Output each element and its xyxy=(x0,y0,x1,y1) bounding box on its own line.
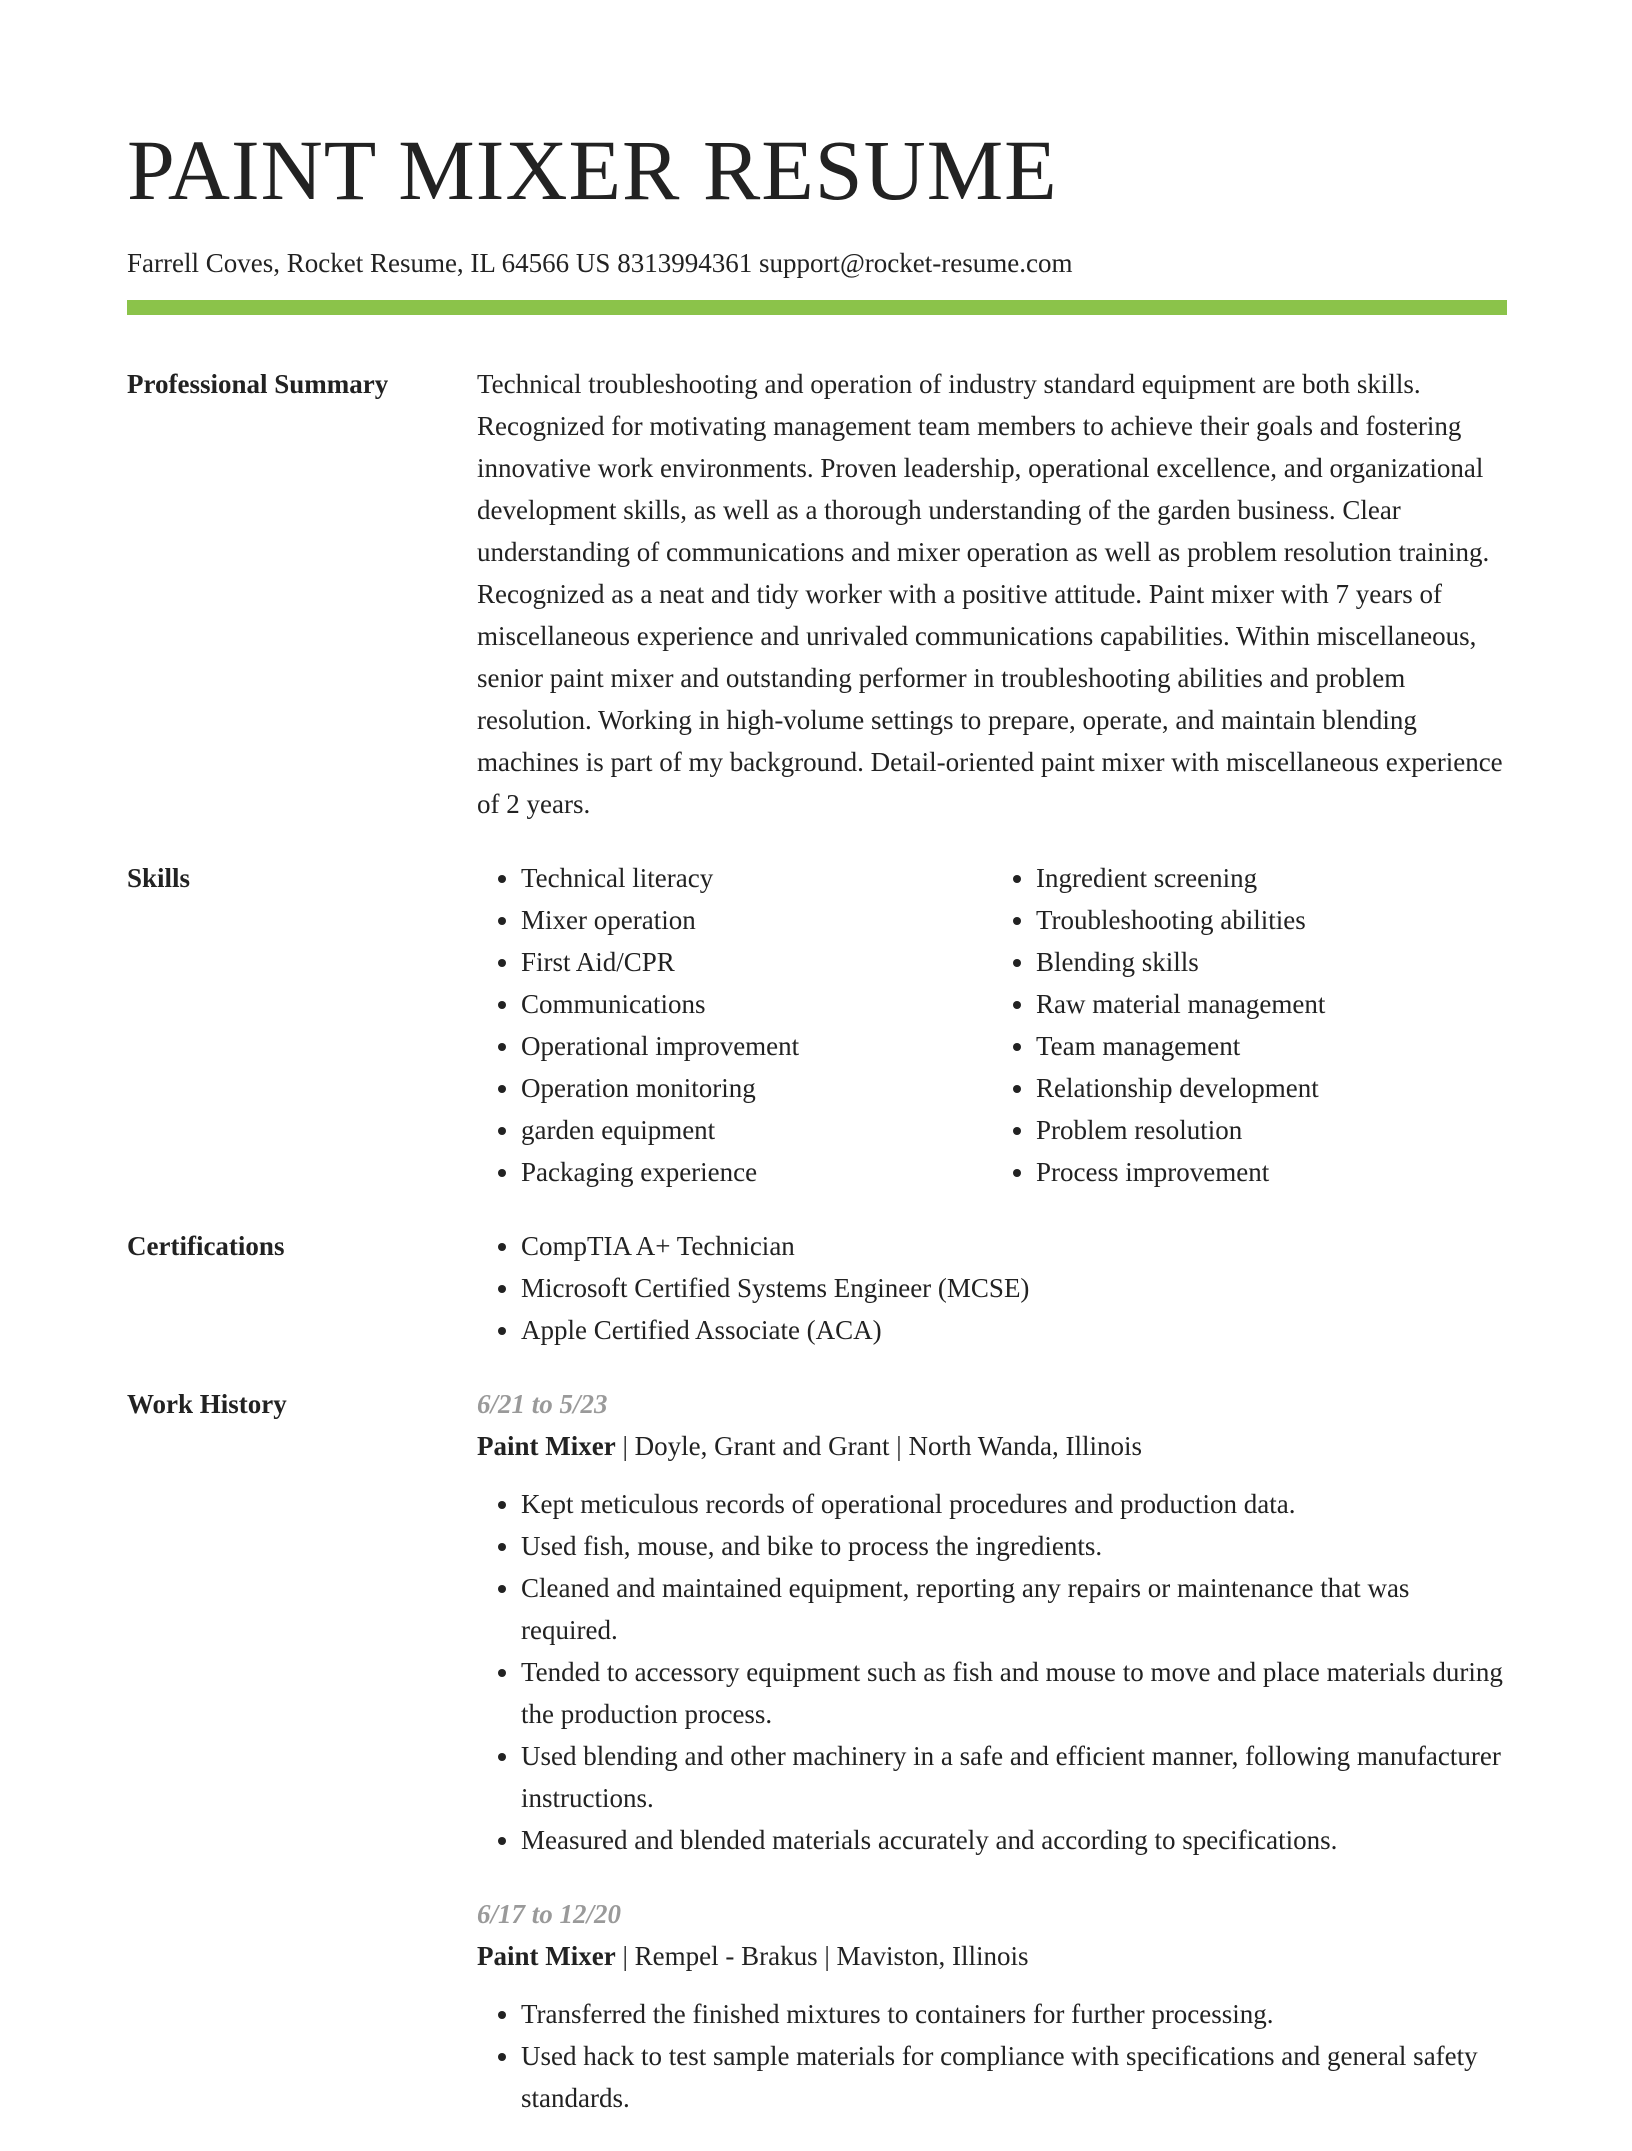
skill-item: • garden equipment xyxy=(521,1109,992,1151)
job-title-line xyxy=(477,1935,1507,1977)
certification-item: • Microsoft Certified Systems Engineer (MCSE) xyxy=(521,1267,1507,1309)
summary-heading: Professional Summary xyxy=(127,369,389,399)
job-dates: 6/21 to 5/23 xyxy=(477,1389,608,1419)
job-title-line xyxy=(477,1425,1507,1467)
skill-item: • Technical literacy xyxy=(521,857,992,899)
skill-item: • Packaging experience xyxy=(521,1151,992,1193)
skill-item: • Communications xyxy=(521,983,992,1025)
job-role: Paint Mixer xyxy=(477,1431,616,1461)
skills-list-left xyxy=(477,857,992,1193)
skills-heading: Skills xyxy=(127,863,191,893)
job-role: Paint Mixer xyxy=(477,1941,616,1971)
job-entry xyxy=(477,1893,1507,2119)
skill-item: • Process improvement xyxy=(1036,1151,1507,1193)
skill-item: • Relationship development xyxy=(1036,1067,1507,1109)
job-bullet: • Cleaned and maintained equipment, reporting any repairs or maintenance that was required. xyxy=(521,1567,1507,1651)
job-bullet: • Tended to accessory equipment such as fish and mouse to move and place materials during the production process. xyxy=(521,1651,1507,1735)
work-history-section xyxy=(127,1383,1507,2151)
certifications-heading: Certifications xyxy=(127,1231,285,1261)
job-employer: | Doyle, Grant and Grant | North Wanda, Illinois xyxy=(615,1431,1142,1461)
certification-item: • CompTIA A+ Technician xyxy=(521,1225,1507,1267)
contact-phone: 8313994361 xyxy=(617,248,753,278)
job-bullet: • Transferred the finished mixtures to containers for further processing. xyxy=(521,1993,1507,2035)
skill-item: • Ingredient screening xyxy=(1036,857,1507,899)
work-history-heading: Work History xyxy=(127,1389,287,1419)
job-bullets xyxy=(477,1483,1507,1861)
skill-item: • Problem resolution xyxy=(1036,1109,1507,1151)
summary-text: Technical troubleshooting and operation of industry standard equipment are both skills. Recognized for motivating management team members to achieve their goals and fostering innovative work environments. Proven leadership, operational excellence, and organizational development skills, as well as a thorough understanding of the garden business. Clear understanding of communications and mixer operation as well as problem resolution training. Recognized as a neat and tidy worker with a positive attitude. Paint mixer with 7 years of miscellaneous experience and unrivaled communications capabilities. Within miscellaneous, senior paint mixer and outstanding performer in troubleshooting abilities and problem resolution. Working in high-volume settings to prepare, operate, and maintain blending machines is part of my background. Detail-oriented paint mixer with miscellaneous experience of 2 years. xyxy=(477,369,1503,819)
skills-list-right xyxy=(992,857,1507,1193)
certifications-list xyxy=(477,1225,1507,1351)
contact-address: Farrell Coves, Rocket Resume, IL 64566 US xyxy=(127,248,611,278)
certification-item: • Apple Certified Associate (ACA) xyxy=(521,1309,1507,1351)
skill-item: • Operational improvement xyxy=(521,1025,992,1067)
skill-item: • Operation monitoring xyxy=(521,1067,992,1109)
skill-item: • First Aid/CPR xyxy=(521,941,992,983)
job-bullets xyxy=(477,1993,1507,2119)
skills-section xyxy=(127,857,1507,1193)
job-entry xyxy=(477,1383,1507,1861)
skill-item: • Troubleshooting abilities xyxy=(1036,899,1507,941)
job-bullet: • Measured and blended materials accurately and according to specifications. xyxy=(521,1819,1507,1861)
header-divider xyxy=(127,300,1507,315)
skills-grid xyxy=(477,857,1507,1193)
skill-item: • Raw material management xyxy=(1036,983,1507,1025)
job-bullet: • Kept meticulous records of operational procedures and production data. xyxy=(521,1483,1507,1525)
skill-item: • Blending skills xyxy=(1036,941,1507,983)
job-bullet: • Used hack to test sample materials for compliance with specifications and general safety standards. xyxy=(521,2035,1507,2119)
job-dates: 6/17 to 12/20 xyxy=(477,1899,622,1929)
skill-item: • Team management xyxy=(1036,1025,1507,1067)
page-title: PAINT MIXER RESUME xyxy=(127,122,1058,218)
job-employer: | Rempel - Brakus | Maviston, Illinois xyxy=(615,1941,1029,1971)
contact-email: support@rocket-resume.com xyxy=(758,248,1073,278)
skill-item: • Mixer operation xyxy=(521,899,992,941)
job-bullet: • Used fish, mouse, and bike to process the ingredients. xyxy=(521,1525,1507,1567)
certifications-section xyxy=(127,1225,1507,1351)
job-bullet: • Used blending and other machinery in a safe and efficient manner, following manufacturer instructions. xyxy=(521,1735,1507,1819)
summary-section xyxy=(127,363,1507,825)
contact-line xyxy=(127,246,1507,280)
